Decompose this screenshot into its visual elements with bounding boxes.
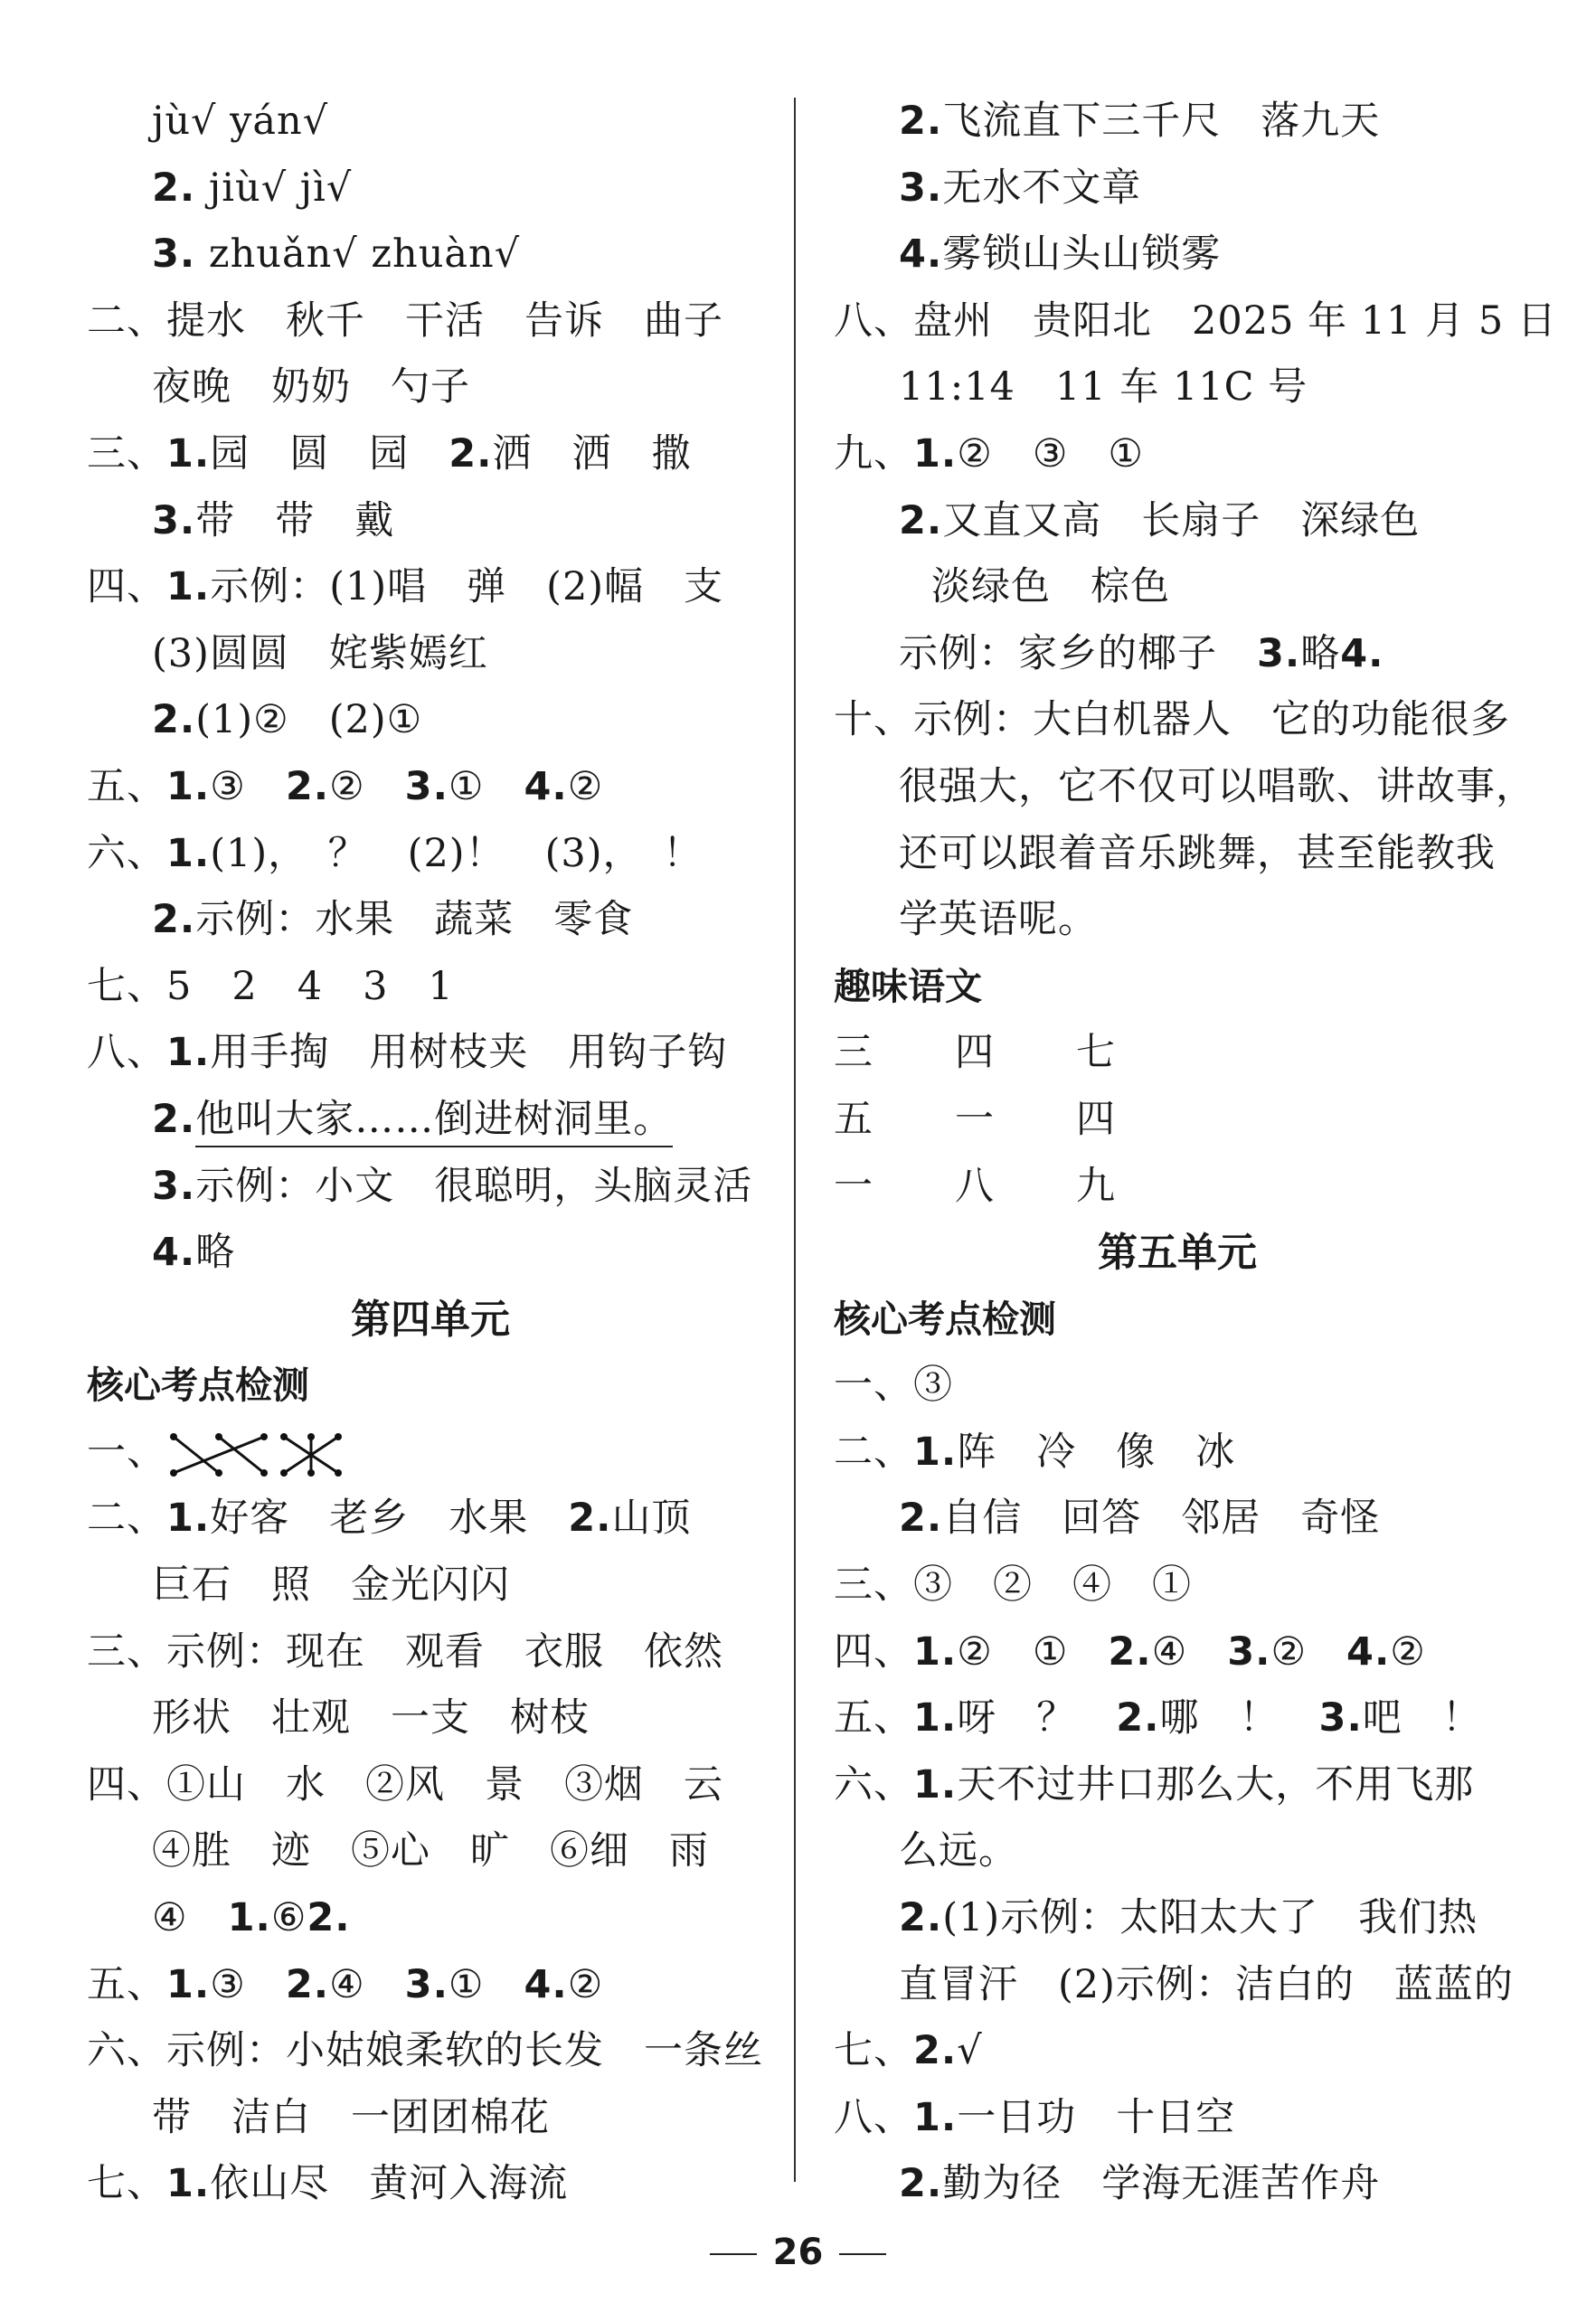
matching-dot	[280, 1469, 288, 1477]
answer-text: 示例：水果 蔬菜 零食	[195, 897, 634, 943]
page-number-value: 26	[772, 2232, 824, 2273]
matching-dot	[280, 1433, 288, 1440]
answer-text: 学英语呢。	[899, 897, 1098, 943]
answer-line	[87, 821, 774, 888]
answer-text: ②	[567, 1961, 604, 2007]
answer-line	[834, 89, 1521, 156]
answer-text: 带 带 戴	[195, 497, 395, 543]
item-number: 4.	[524, 763, 568, 809]
answer-text: 夜晚 奶奶 勺子	[152, 364, 470, 411]
answer-line	[834, 421, 1521, 488]
answer-line	[87, 1420, 774, 1487]
answer-text: 七、	[87, 2161, 166, 2207]
answer-line	[834, 488, 1521, 555]
item-number: 1.	[913, 1628, 958, 1675]
item-number: 1.	[913, 2094, 958, 2140]
matching-dot	[335, 1469, 342, 1477]
answer-text: 八、	[834, 2094, 913, 2140]
right-column	[834, 89, 1557, 2218]
answer-line	[834, 354, 1521, 421]
item-number: 4.	[524, 1961, 568, 2007]
answer-line	[834, 288, 1557, 355]
answer-line	[87, 887, 774, 954]
answer-line	[87, 222, 774, 288]
answer-text: 七、	[834, 2028, 913, 2074]
answer-text: 勤为径 学海无涯苦作舟	[942, 2161, 1381, 2207]
answer-line	[834, 621, 1521, 688]
puzzle-cell: 四	[1076, 1096, 1116, 1142]
puzzle-cell: 一	[834, 1163, 874, 1209]
answer-text: jù√ yán√	[152, 99, 329, 144]
answer-text: 还可以跟着音乐跳舞，甚至能教我	[899, 830, 1496, 876]
answer-line	[87, 2018, 774, 2085]
answer-text: 淡绿色 棕色	[931, 564, 1170, 610]
item-number: 3.	[1318, 1695, 1363, 1741]
answer-line	[87, 1619, 774, 1686]
answer-line	[87, 1553, 774, 1619]
item-number: 2.	[899, 497, 943, 543]
answer-text: 三、示例：现在 观看 衣服 依然	[87, 1628, 723, 1675]
answer-text: 六、	[834, 1761, 913, 1807]
answer-text: 飞流直下三千尺 落九天	[942, 99, 1381, 144]
item-number: 2.	[899, 99, 943, 144]
matching-dot	[307, 1433, 315, 1440]
item-number: 2.	[449, 430, 493, 477]
answer-text: 六、	[87, 830, 166, 876]
answer-line	[834, 554, 1521, 621]
answer-text: (3)圆圆 姹紫嫣红	[152, 630, 488, 676]
answer-text: ②	[1390, 1628, 1426, 1675]
puzzle-cell: 五	[834, 1096, 874, 1142]
answer-text: ②	[567, 763, 604, 809]
section-heading: 核心考点检测	[834, 1297, 1056, 1341]
answer-text: 雾锁山头山锁雾	[942, 231, 1222, 278]
puzzle-cell: 七	[1076, 1030, 1116, 1076]
answer-text: (1)， ？ (2)！ (3)， ！	[210, 830, 703, 876]
answer-text: ③	[210, 763, 286, 809]
answer-text: ⑥	[270, 1895, 307, 1941]
matching-line	[219, 1437, 264, 1473]
answer-line	[87, 621, 774, 688]
answer-text: 八、盘州 贵阳北 2025 年 11 月 5 日	[834, 297, 1557, 344]
answer-text: 依山尽 黄河入海流	[210, 2161, 569, 2207]
answer-line	[834, 156, 1521, 222]
matching-line	[174, 1437, 264, 1473]
item-number: 1.	[166, 430, 211, 477]
answer-text: 山顶	[611, 1496, 692, 1542]
answer-text: 很强大，它不仅可以唱歌、讲故事，	[899, 763, 1535, 809]
answer-text: 他叫大家……倒进树洞里。	[195, 1097, 673, 1147]
answer-text: 八、	[87, 1030, 166, 1076]
answer-text: 么远。	[899, 1828, 1018, 1874]
answer-text: 四、	[87, 564, 166, 610]
puzzle-cell: 八	[955, 1163, 995, 1209]
answer-text: ④	[1151, 1628, 1228, 1675]
item-number: 1.	[166, 1030, 211, 1076]
answer-text: 五、	[87, 763, 166, 809]
item-number: 3.	[1227, 1628, 1271, 1675]
answer-text: 十、示例：大白机器人 它的功能很多	[834, 697, 1510, 743]
answer-text: 吧 ！	[1362, 1695, 1482, 1741]
answer-text: 二、	[87, 1496, 166, 1542]
answer-line	[87, 1752, 774, 1819]
answer-line	[87, 156, 774, 222]
answer-line	[834, 754, 1535, 821]
page-number	[0, 2232, 1596, 2273]
answer-line	[87, 1087, 774, 1154]
matching-dot	[307, 1469, 315, 1477]
answer-text: ①	[448, 763, 524, 809]
answer-text: 二、	[834, 1429, 913, 1475]
item-number: 2.	[152, 1096, 196, 1142]
item-number: 4.	[899, 231, 943, 278]
matching-dot	[215, 1469, 222, 1477]
answer-text: 11:14 11 车 11C 号	[899, 364, 1308, 411]
answer-line	[87, 288, 774, 355]
item-number: 2.	[899, 2161, 943, 2207]
answer-text: 形状 壮观 一支 树枝	[152, 1695, 590, 1741]
item-number: 2.	[1108, 1628, 1152, 1675]
item-number: 3.	[152, 1163, 196, 1209]
item-number: 1.	[166, 830, 211, 876]
puzzle-cell: 九	[1076, 1163, 1116, 1209]
item-number: 1.	[166, 1496, 211, 1542]
answer-text: ② ③ ①	[957, 430, 1144, 477]
answer-text: 示例：小文 很聪明，头脑灵活	[195, 1163, 753, 1209]
puzzle-cell: 一	[955, 1096, 995, 1142]
answer-line	[87, 554, 774, 621]
left-column	[87, 89, 774, 2218]
answer-line	[87, 954, 774, 1021]
answer-text: 二、提水 秋千 干活 告诉 曲子	[87, 297, 723, 344]
item-number: 2.	[899, 1895, 943, 1941]
answer-line	[87, 89, 774, 156]
answer-text: 巨石 照 金光闪闪	[152, 1562, 510, 1609]
answer-line	[834, 2018, 1521, 2085]
page-number-dash-left	[710, 2253, 757, 2255]
question-number: 一、	[87, 1429, 166, 1475]
answer-text: 略	[195, 1230, 236, 1276]
item-number: 2.	[152, 897, 196, 943]
answer-line	[834, 1752, 1521, 1819]
item-number: 1.	[166, 2161, 211, 2207]
answer-line	[834, 1952, 1521, 2019]
answer-text: 园 圆 园	[210, 430, 449, 477]
item-number: 3.	[404, 763, 449, 809]
item-number: 2.	[1116, 1695, 1160, 1741]
item-number: 3.	[152, 497, 196, 543]
answer-line	[834, 1885, 1521, 1952]
item-number: 2.	[152, 697, 196, 743]
matching-dot	[260, 1469, 268, 1477]
item-number: 1.	[913, 430, 958, 477]
section-heading: 趣味语文	[834, 964, 982, 1008]
matching-dot	[335, 1433, 342, 1440]
matching-lines-figure	[166, 1430, 347, 1480]
answer-line	[834, 887, 1521, 954]
answer-line	[87, 1220, 774, 1287]
answer-text: 九、	[834, 430, 913, 477]
item-number: 3.	[404, 1961, 449, 2007]
answer-text: jiù√ jì√	[195, 165, 353, 211]
answer-text: (1)示例：太阳太大了 我们热	[942, 1895, 1478, 1941]
answer-line	[87, 1885, 774, 1952]
item-number: 4.	[152, 1230, 196, 1276]
answer-text: 一、③	[834, 1363, 953, 1409]
item-number: 4.	[1346, 1628, 1391, 1675]
item-number: 1.	[913, 1429, 958, 1475]
answer-line	[87, 1020, 774, 1087]
answer-text: ②	[329, 763, 405, 809]
answer-text: ③	[210, 1961, 286, 2007]
item-number: 2.	[152, 165, 196, 211]
matching-dot	[260, 1433, 268, 1440]
answer-line	[87, 1952, 774, 2019]
answer-line	[834, 1486, 1521, 1553]
answer-text: 天不过井口那么大，不用飞那	[957, 1761, 1475, 1807]
answer-text: 呀 ？	[957, 1695, 1117, 1741]
answer-text: 六、示例：小姑娘柔软的长发 一条丝	[87, 2028, 763, 2074]
item-number: 1.	[913, 1695, 958, 1741]
answer-text: 四、	[834, 1628, 913, 1675]
answer-line	[834, 1553, 1521, 1619]
puzzle-cell: 三	[834, 1030, 874, 1076]
item-number: 4.	[1340, 630, 1384, 676]
answer-text: 又直又高 长扇子 深绿色	[942, 497, 1421, 543]
answer-line	[87, 2151, 774, 2218]
answer-line	[87, 354, 774, 421]
column-divider	[794, 98, 796, 2182]
answer-text: ④	[152, 1895, 228, 1941]
answer-text: 五、	[834, 1695, 913, 1741]
answer-text: 阵 冷 像 冰	[957, 1429, 1236, 1475]
answer-text: 直冒汗 (2)示例：洁白的 蓝蓝的	[899, 1961, 1514, 2007]
answer-line	[834, 1353, 1521, 1420]
item-number: 1.	[166, 1961, 211, 2007]
answer-text: 无水不文章	[942, 165, 1142, 211]
answer-text: 一日功 十日空	[957, 2094, 1236, 2140]
answer-line	[834, 2085, 1521, 2152]
item-number: 1.	[913, 1761, 958, 1807]
item-number: 2.	[285, 763, 330, 809]
item-number: 2.	[913, 2028, 958, 2074]
answer-line	[834, 1420, 1521, 1487]
answer-line	[87, 1154, 774, 1221]
answer-text: 略	[1300, 630, 1341, 676]
item-number: 1.	[166, 763, 211, 809]
answer-text: 好客 老乡 水果	[210, 1496, 569, 1542]
item-number: 3.	[899, 165, 943, 211]
answer-line	[87, 1486, 774, 1553]
item-number: 3.	[152, 231, 196, 278]
item-number: 1.	[166, 564, 211, 610]
answer-text: 七、5 2 4 3 1	[87, 963, 454, 1009]
item-number: 1.	[227, 1895, 271, 1941]
puzzle-row	[834, 1087, 1521, 1154]
answer-line	[87, 687, 774, 754]
matching-dot	[170, 1433, 177, 1440]
answer-line	[834, 821, 1521, 888]
answer-line	[87, 1685, 774, 1752]
answer-text: ④胜 迹 ⑤心 旷 ⑥细 雨	[152, 1828, 709, 1874]
answer-text: (1)② (2)①	[195, 697, 423, 743]
unit-title: 第四单元	[351, 1296, 510, 1343]
item-number: 2.	[307, 1895, 351, 1941]
answer-text: 洒 洒 撒	[492, 430, 692, 477]
answer-text: 自信 回答 邻居 奇怪	[942, 1496, 1381, 1542]
matching-dot	[215, 1433, 222, 1440]
answer-text: 三、	[87, 430, 166, 477]
answer-text: 哪 ！	[1159, 1695, 1319, 1741]
answer-line	[87, 488, 774, 555]
answer-line	[834, 1685, 1521, 1752]
answer-text: 三、③ ② ④ ①	[834, 1562, 1192, 1609]
puzzle-row	[834, 1154, 1521, 1221]
answer-text: 用手掏 用树枝夹 用钩子钩	[210, 1030, 728, 1076]
item-number: 3.	[1257, 630, 1301, 676]
answer-line	[87, 754, 774, 821]
matching-line	[174, 1437, 219, 1473]
section-heading: 核心考点检测	[87, 1364, 309, 1408]
answer-text: ② ①	[957, 1628, 1109, 1675]
item-number: 2.	[899, 1496, 943, 1542]
page-number-dash-right	[839, 2253, 886, 2255]
answer-line	[834, 2151, 1521, 2218]
unit-title: 第五单元	[1098, 1230, 1257, 1277]
answer-line	[87, 421, 774, 488]
puzzle-row	[834, 1020, 1521, 1087]
answer-line	[834, 222, 1521, 288]
answer-line	[834, 1818, 1521, 1885]
answer-text: ②	[1270, 1628, 1347, 1675]
matching-dot	[170, 1469, 177, 1477]
answer-text: 示例：(1)唱 弹 (2)幅 支	[210, 564, 724, 610]
answer-line	[834, 687, 1521, 754]
item-number: 2.	[285, 1961, 330, 2007]
answer-text: 四、①山 水 ②风 景 ③烟 云	[87, 1761, 723, 1807]
answer-text: ①	[448, 1961, 524, 2007]
answer-text: 五、	[87, 1961, 166, 2007]
answer-text: √	[957, 2028, 983, 2074]
item-number: 2.	[568, 1496, 612, 1542]
answer-line	[834, 1619, 1521, 1686]
puzzle-cell: 四	[955, 1030, 995, 1076]
answer-line	[87, 2085, 774, 2152]
answer-text: ④	[329, 1961, 405, 2007]
answer-line	[87, 1818, 774, 1885]
answer-text: 示例：家乡的椰子	[899, 630, 1257, 676]
answer-text: 带 洁白 一团团棉花	[152, 2094, 550, 2140]
answer-text: zhuǎn√ zhuàn√	[195, 231, 521, 278]
